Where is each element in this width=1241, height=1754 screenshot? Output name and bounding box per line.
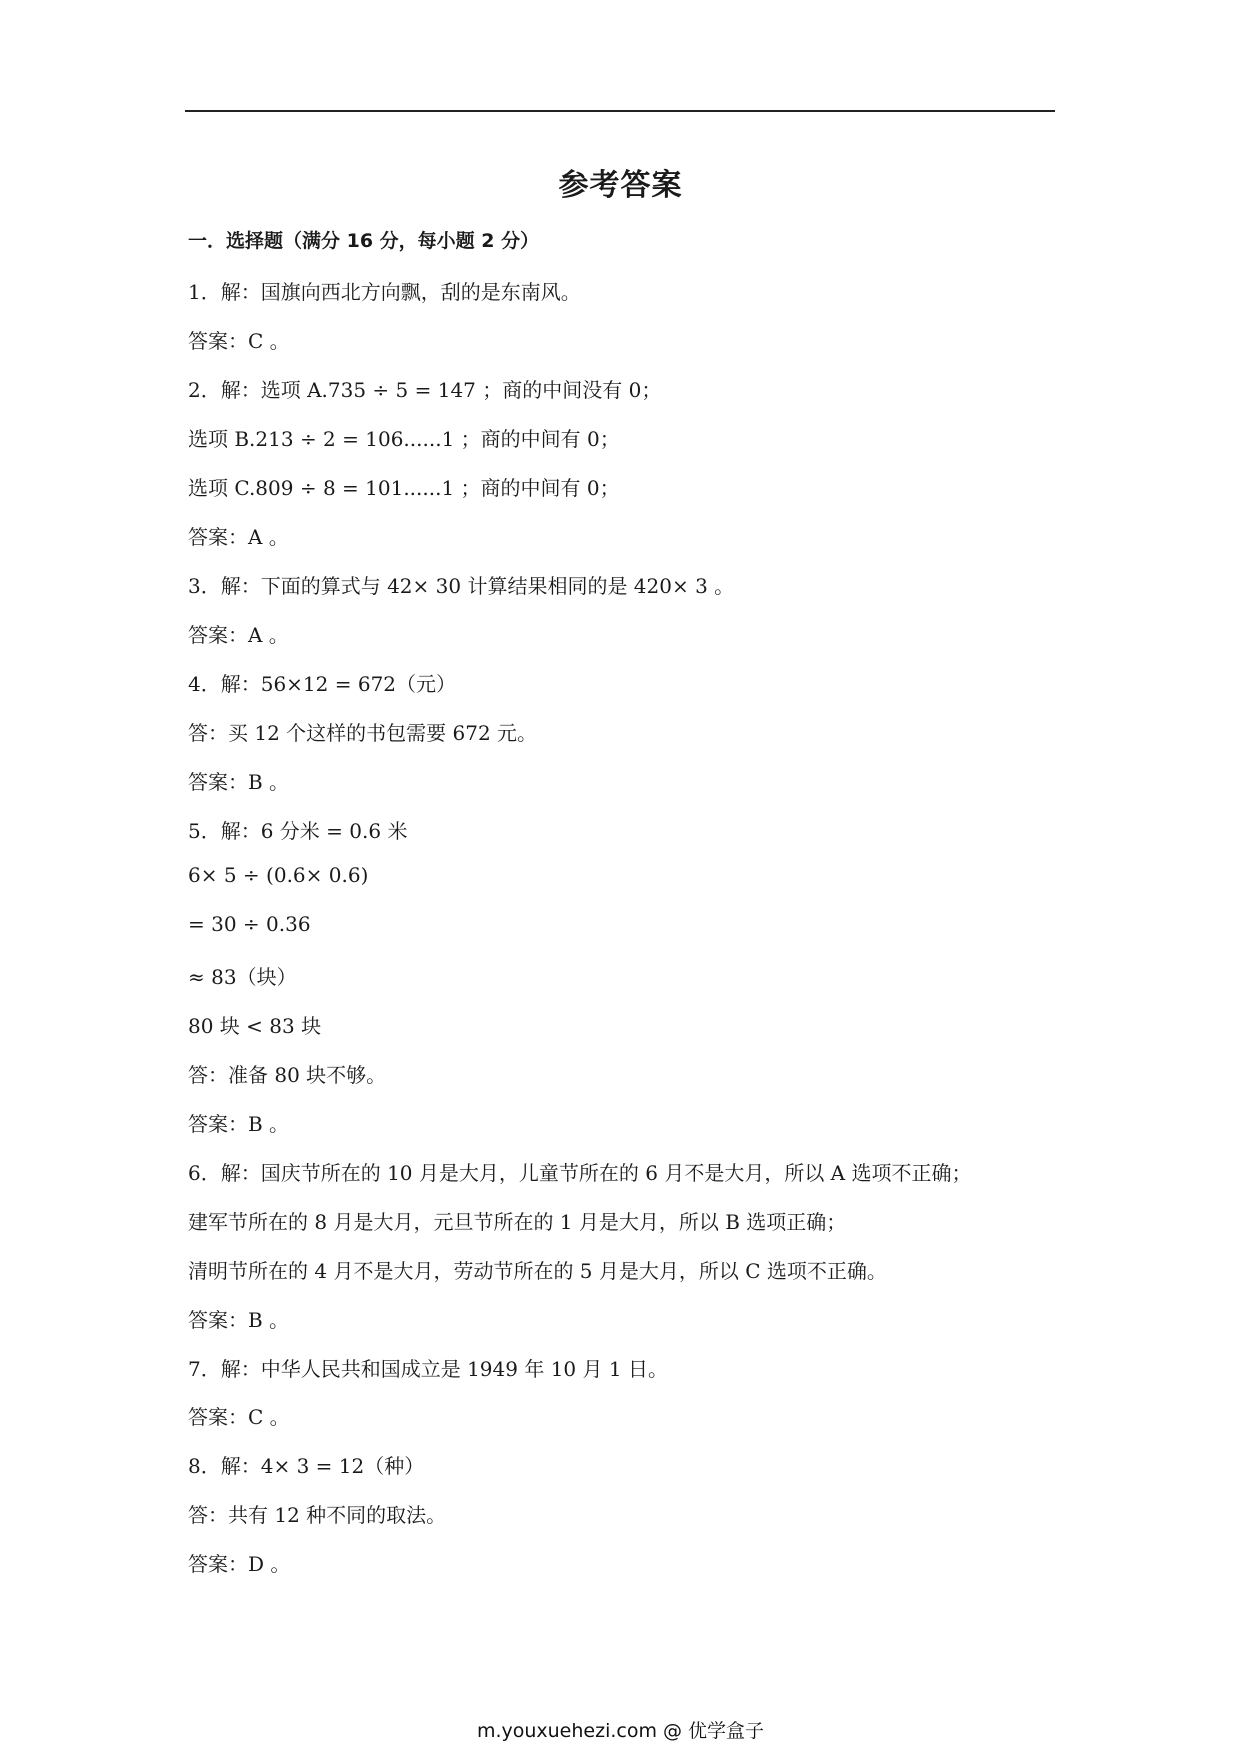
answer-line: 7．解：中华人民共和国成立是 1949 年 10 月 1 日。 <box>188 1357 668 1381</box>
answer-line: ≈ 83（块） <box>188 965 297 989</box>
answer-line: 选项 B.213 ÷ 2 = 106......1 ；商的中间有 0； <box>188 427 620 451</box>
answer-line: 6．解：国庆节所在的 10 月是大月，儿童节所在的 6 月不是大月，所以 A 选项不正确； <box>188 1161 972 1185</box>
page-title: 参考答案 <box>558 168 683 203</box>
answer-line: 80 块 < 83 块 <box>188 1014 322 1038</box>
answer-line: 答案：D 。 <box>188 1552 291 1576</box>
answer-line: 答：共有 12 种不同的取法。 <box>188 1503 447 1527</box>
answer-line: 答案：B 。 <box>188 1112 290 1136</box>
answer-line: 答：准备 80 块不够。 <box>188 1063 387 1087</box>
answer-line: 清明节所在的 4 月不是大月，劳动节所在的 5 月是大月，所以 C 选项不正确。 <box>188 1259 887 1283</box>
answer-line: 答案：C 。 <box>188 1405 290 1429</box>
section-heading: 一．选择题（满分 16 分，每小题 2 分） <box>188 230 540 252</box>
answer-line: 答案：A 。 <box>188 623 289 647</box>
answer-line: 4．解：56×12 = 672（元） <box>188 672 457 696</box>
answer-line: 答案：B 。 <box>188 1308 290 1332</box>
answer-line: 5．解：6 分米 = 0.6 米 <box>188 819 408 843</box>
answer-line: 选项 C.809 ÷ 8 = 101......1 ；商的中间有 0； <box>188 476 620 500</box>
answer-line: 3．解：下面的算式与 42× 30 计算结果相同的是 420× 3 。 <box>188 574 735 598</box>
answer-line: 答案：B 。 <box>188 770 290 794</box>
header-rule <box>185 110 1055 112</box>
answer-line: 8．解：4× 3 = 12（种） <box>188 1454 425 1478</box>
answer-line: 答案：C 。 <box>188 329 290 353</box>
answer-line: 6× 5 ÷ (0.6× 0.6) <box>188 863 369 887</box>
answer-line: 答：买 12 个这样的书包需要 672 元。 <box>188 721 538 745</box>
answer-line: = 30 ÷ 0.36 <box>188 912 311 936</box>
answer-line: 2．解：选项 A.735 ÷ 5 = 147 ；商的中间没有 0； <box>188 378 662 402</box>
answer-line: 建军节所在的 8 月是大月，元旦节所在的 1 月是大月，所以 B 选项正确； <box>188 1210 847 1234</box>
answer-line: 答案：A 。 <box>188 525 289 549</box>
footer-watermark: m.youxuehezi.com @ 优学盒子 <box>476 1720 765 1742</box>
answer-line: 1．解：国旗向西北方向飘，刮的是东南风。 <box>188 280 581 304</box>
